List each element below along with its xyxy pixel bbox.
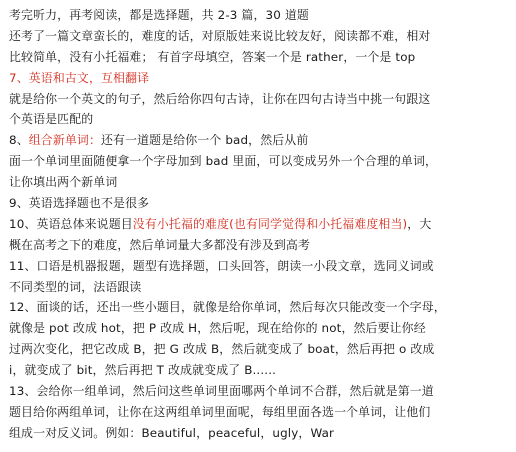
section-heading-new-words: 组合新单词： — [28, 133, 102, 148]
text-line — [9, 214, 510, 235]
text-line: 还考了一篇文章蛮长的，难度的话，对原版娃来说比较友好，阅读都不难，相对 — [9, 28, 431, 43]
text-line: 11、口语是机器报题，题型有选择题，口头回答，朗读一小段文章，选同义词或 — [9, 258, 434, 273]
document-page — [0, 5, 516, 452]
text-line: 9、英语选择题也不是很多 — [9, 196, 150, 211]
section-heading-translation: 7、英语和古文，互相翻译 — [9, 70, 150, 85]
text-line: 个英语是匹配的 — [9, 112, 94, 127]
text-segment: 还有一道题是给你一个 bad，然后从前 — [101, 133, 309, 148]
text-segment: ，大 — [407, 216, 432, 231]
text-line: 概在高考之下的难度，然后单词量大多都没有涉及到高考 — [9, 237, 311, 252]
text-line: 比较简单，没有小托福难； 有首字母填空，答案一个是 rather，一个是 top — [9, 49, 416, 64]
text-line — [9, 130, 510, 151]
text-segment: 10、英语总体来说题目 — [9, 216, 133, 231]
text-line: i，就变成了 bit，然后再把 T 改成就变成了 B...... — [9, 363, 277, 378]
text-line: 就是给你一个英文的句子，然后给你四句古诗，让你在四句古诗当中挑一句跟这 — [9, 91, 431, 106]
item-number: 8、 — [9, 133, 29, 148]
text-line: 考完听力，再考阅读，都是选择题，共 2-3 篇，30 道题 — [9, 8, 309, 22]
text-line: 13、会给你一组单词，然后问这些单词里面哪两个单词不合群，然后就是第一道 — [9, 384, 434, 399]
text-line: 让你填出两个新单词 — [9, 175, 118, 190]
text-line: 不同类型的词，法语跟读 — [9, 279, 142, 294]
text-line: 组成一对反义词。例如：Beautiful，peaceful，ugly，War — [9, 425, 335, 440]
highlight-difficulty: 没有小托福的难度(也有同学觉得和小托福难度相当) — [132, 216, 408, 231]
text-line: 12、面谈的话，还出一些小题目，就像是给你单词，然后每次只能改变一个字母， — [9, 300, 446, 315]
text-line: 就像是 pot 改成 hot，把 P 改成 H，然后呢，现在给你的 not，然后要让你经 — [9, 321, 426, 336]
text-line: 题目给你两组单词，让你在这两组单词里面呢，每组里面各选一个单词，让他们 — [9, 404, 431, 419]
text-line: 面一个单词里面随便拿一个字母加到 bad 里面，可以变成另外一个合理的单词， — [9, 154, 438, 169]
text-line: 过两次变化，把它改成 B，把 G 改成 B，然后就变成了 boat，然后再把 o 改成 — [9, 342, 435, 357]
